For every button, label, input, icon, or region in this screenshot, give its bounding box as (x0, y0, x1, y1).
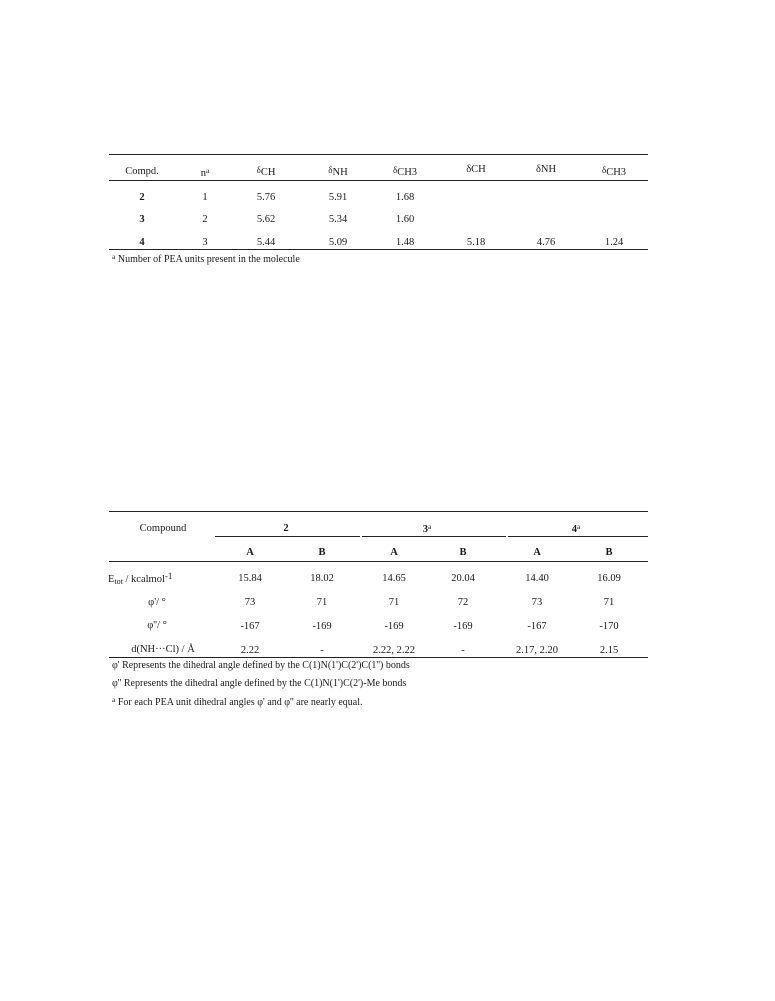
table-1-footnote (112, 252, 300, 265)
header-compd-text: Compd. (125, 166, 159, 177)
table-1-header-rule (109, 180, 648, 181)
table-2-cell: 71 (603, 597, 615, 608)
table-2-cell: -169 (453, 621, 473, 632)
table-1-cell: 5.76 (256, 192, 276, 203)
header-delta-ch-2 (466, 164, 486, 175)
table-2-cell: 16.09 (597, 573, 621, 584)
header-n-text: n (200, 168, 206, 179)
table-2-cell: 73 (531, 597, 543, 608)
header-delta-ch-symbol: δ (256, 165, 261, 175)
header-n (201, 166, 210, 179)
table-2-footnote-3 (112, 695, 363, 708)
table-2-cell: 2.22, 2.22 (373, 645, 415, 656)
table-2-footnote-1: φ' Represents the dihedral angle defined by the C(1)N(1')C(2')C(1'') bonds (112, 660, 410, 671)
table-2-cell: - (320, 645, 324, 656)
table-1-top-rule (109, 154, 648, 155)
header-compd (125, 166, 159, 177)
header-delta-ch (257, 165, 276, 178)
table-2-group-3 (423, 522, 432, 535)
table-2-cell: 18.02 (310, 573, 334, 584)
header-delta-nh-2-text: δNH (535, 164, 557, 175)
table-2-cell: 72 (457, 597, 469, 608)
table-1-cell: 4.76 (536, 237, 556, 248)
subheader-a: A (533, 547, 541, 558)
table-2-cell: 71 (388, 597, 400, 608)
table-2-cell: 15.84 (238, 573, 262, 584)
row-label-distance: d(NH···Cl) / Å (131, 644, 195, 655)
row-label-etot (108, 571, 172, 586)
table-2-cell: -167 (240, 621, 260, 632)
table-2-group-2 (283, 523, 288, 534)
row-label-etot-sup: -1 (164, 571, 173, 581)
subheader-b: B (318, 547, 326, 558)
table-2-cell: 2.17, 2.20 (516, 645, 558, 656)
row-label-etot-rest: / kcalmol (122, 574, 165, 585)
table-2-cell: 20.04 (451, 573, 475, 584)
table-1-cell: 1 (202, 192, 208, 203)
table-1-cell: 2 (139, 192, 145, 203)
header-delta-ch-2-text: δCH (466, 164, 486, 175)
table-1-cell: 1.68 (395, 192, 415, 203)
table-2-footnote-2: φ'' Represents the dihedral angle defined by the C(1)N(1')C(2')-Me bonds (112, 678, 407, 689)
header-delta-nh-2 (536, 164, 556, 175)
header-delta-nh-symbol: δ (328, 165, 333, 175)
group-3-sup: a (427, 522, 432, 531)
table-2-bottom-rule (109, 657, 648, 658)
subheader-a: A (390, 547, 398, 558)
table-2-cell: 2.15 (599, 645, 619, 656)
header-delta-ch3-sub: CH3 (397, 167, 418, 178)
group-3-underline (362, 536, 506, 537)
subheader-a: A (246, 547, 254, 558)
table-2-cell: -169 (312, 621, 332, 632)
header-delta-ch3-2 (602, 165, 626, 178)
row-label-phi-double-prime: φ''/ ° (147, 620, 167, 631)
header-delta-ch-sub: CH (260, 167, 276, 178)
table-2-cell: -170 (599, 621, 619, 632)
group-2-label: 2 (283, 523, 289, 534)
table-1-bottom-rule (109, 249, 648, 250)
table-1-cell: 5.91 (328, 192, 348, 203)
header-delta-ch3-2-sub: CH3 (606, 167, 627, 178)
table-2-cell: -167 (527, 621, 547, 632)
table-2-header-rule (109, 561, 648, 562)
table-1-footnote-mark: a (112, 252, 116, 261)
table-2-cell: - (461, 645, 465, 656)
table-2-cell: 71 (316, 597, 328, 608)
group-4-label: 4 (571, 524, 577, 535)
table-1-cell: 5.09 (328, 237, 348, 248)
subheader-b: B (459, 547, 467, 558)
table-2-header-label: Compound (139, 523, 187, 534)
header-delta-nh (328, 165, 347, 178)
table-1-cell: 1.24 (604, 237, 624, 248)
table-1-cell: 5.18 (466, 237, 486, 248)
table-2-group-4 (572, 522, 581, 535)
group-2-underline (215, 536, 360, 537)
header-delta-ch3-2-symbol: δ (601, 165, 607, 175)
group-3-label: 3 (422, 524, 428, 535)
header-delta-nh-sub: NH (332, 167, 348, 178)
group-4-underline (508, 536, 648, 537)
table-1-cell: 1.60 (395, 214, 415, 225)
table-2-cell: -169 (384, 621, 404, 632)
row-label-etot-sub: tot (114, 577, 123, 586)
table-1-cell: 5.62 (256, 214, 276, 225)
table-2-cell: 14.65 (382, 573, 406, 584)
table-2-cell: 2.22 (240, 645, 260, 656)
header-n-sup: a (205, 166, 210, 175)
header-delta-ch3 (393, 165, 417, 178)
table-2-top-rule (109, 511, 648, 512)
row-label-etot-main: E (108, 574, 115, 585)
group-4-sup: a (576, 522, 581, 531)
table-1-cell: 4 (139, 237, 145, 248)
subheader-b: B (605, 547, 613, 558)
table-2-footnote-3-text: For each PEA unit dihedral angles φ' and φ'' are nearly equal. (115, 697, 363, 708)
table-1-cell: 3 (202, 237, 208, 248)
table-2-cell: 73 (244, 597, 256, 608)
row-label-phi-prime: φ'/ ° (148, 597, 166, 608)
table-2-footnote-3-mark: a (112, 695, 116, 704)
table-1-cell: 5.34 (328, 214, 348, 225)
header-delta-ch3-symbol: δ (392, 165, 398, 175)
table-1-cell: 5.44 (256, 237, 276, 248)
table-1-cell: 3 (139, 214, 145, 225)
table-2-cell: 14.40 (525, 573, 549, 584)
table-1-cell: 1.48 (395, 237, 415, 248)
table-1-cell: 2 (202, 214, 208, 225)
table-1-footnote-text: Number of PEA units present in the molecule (115, 254, 300, 265)
